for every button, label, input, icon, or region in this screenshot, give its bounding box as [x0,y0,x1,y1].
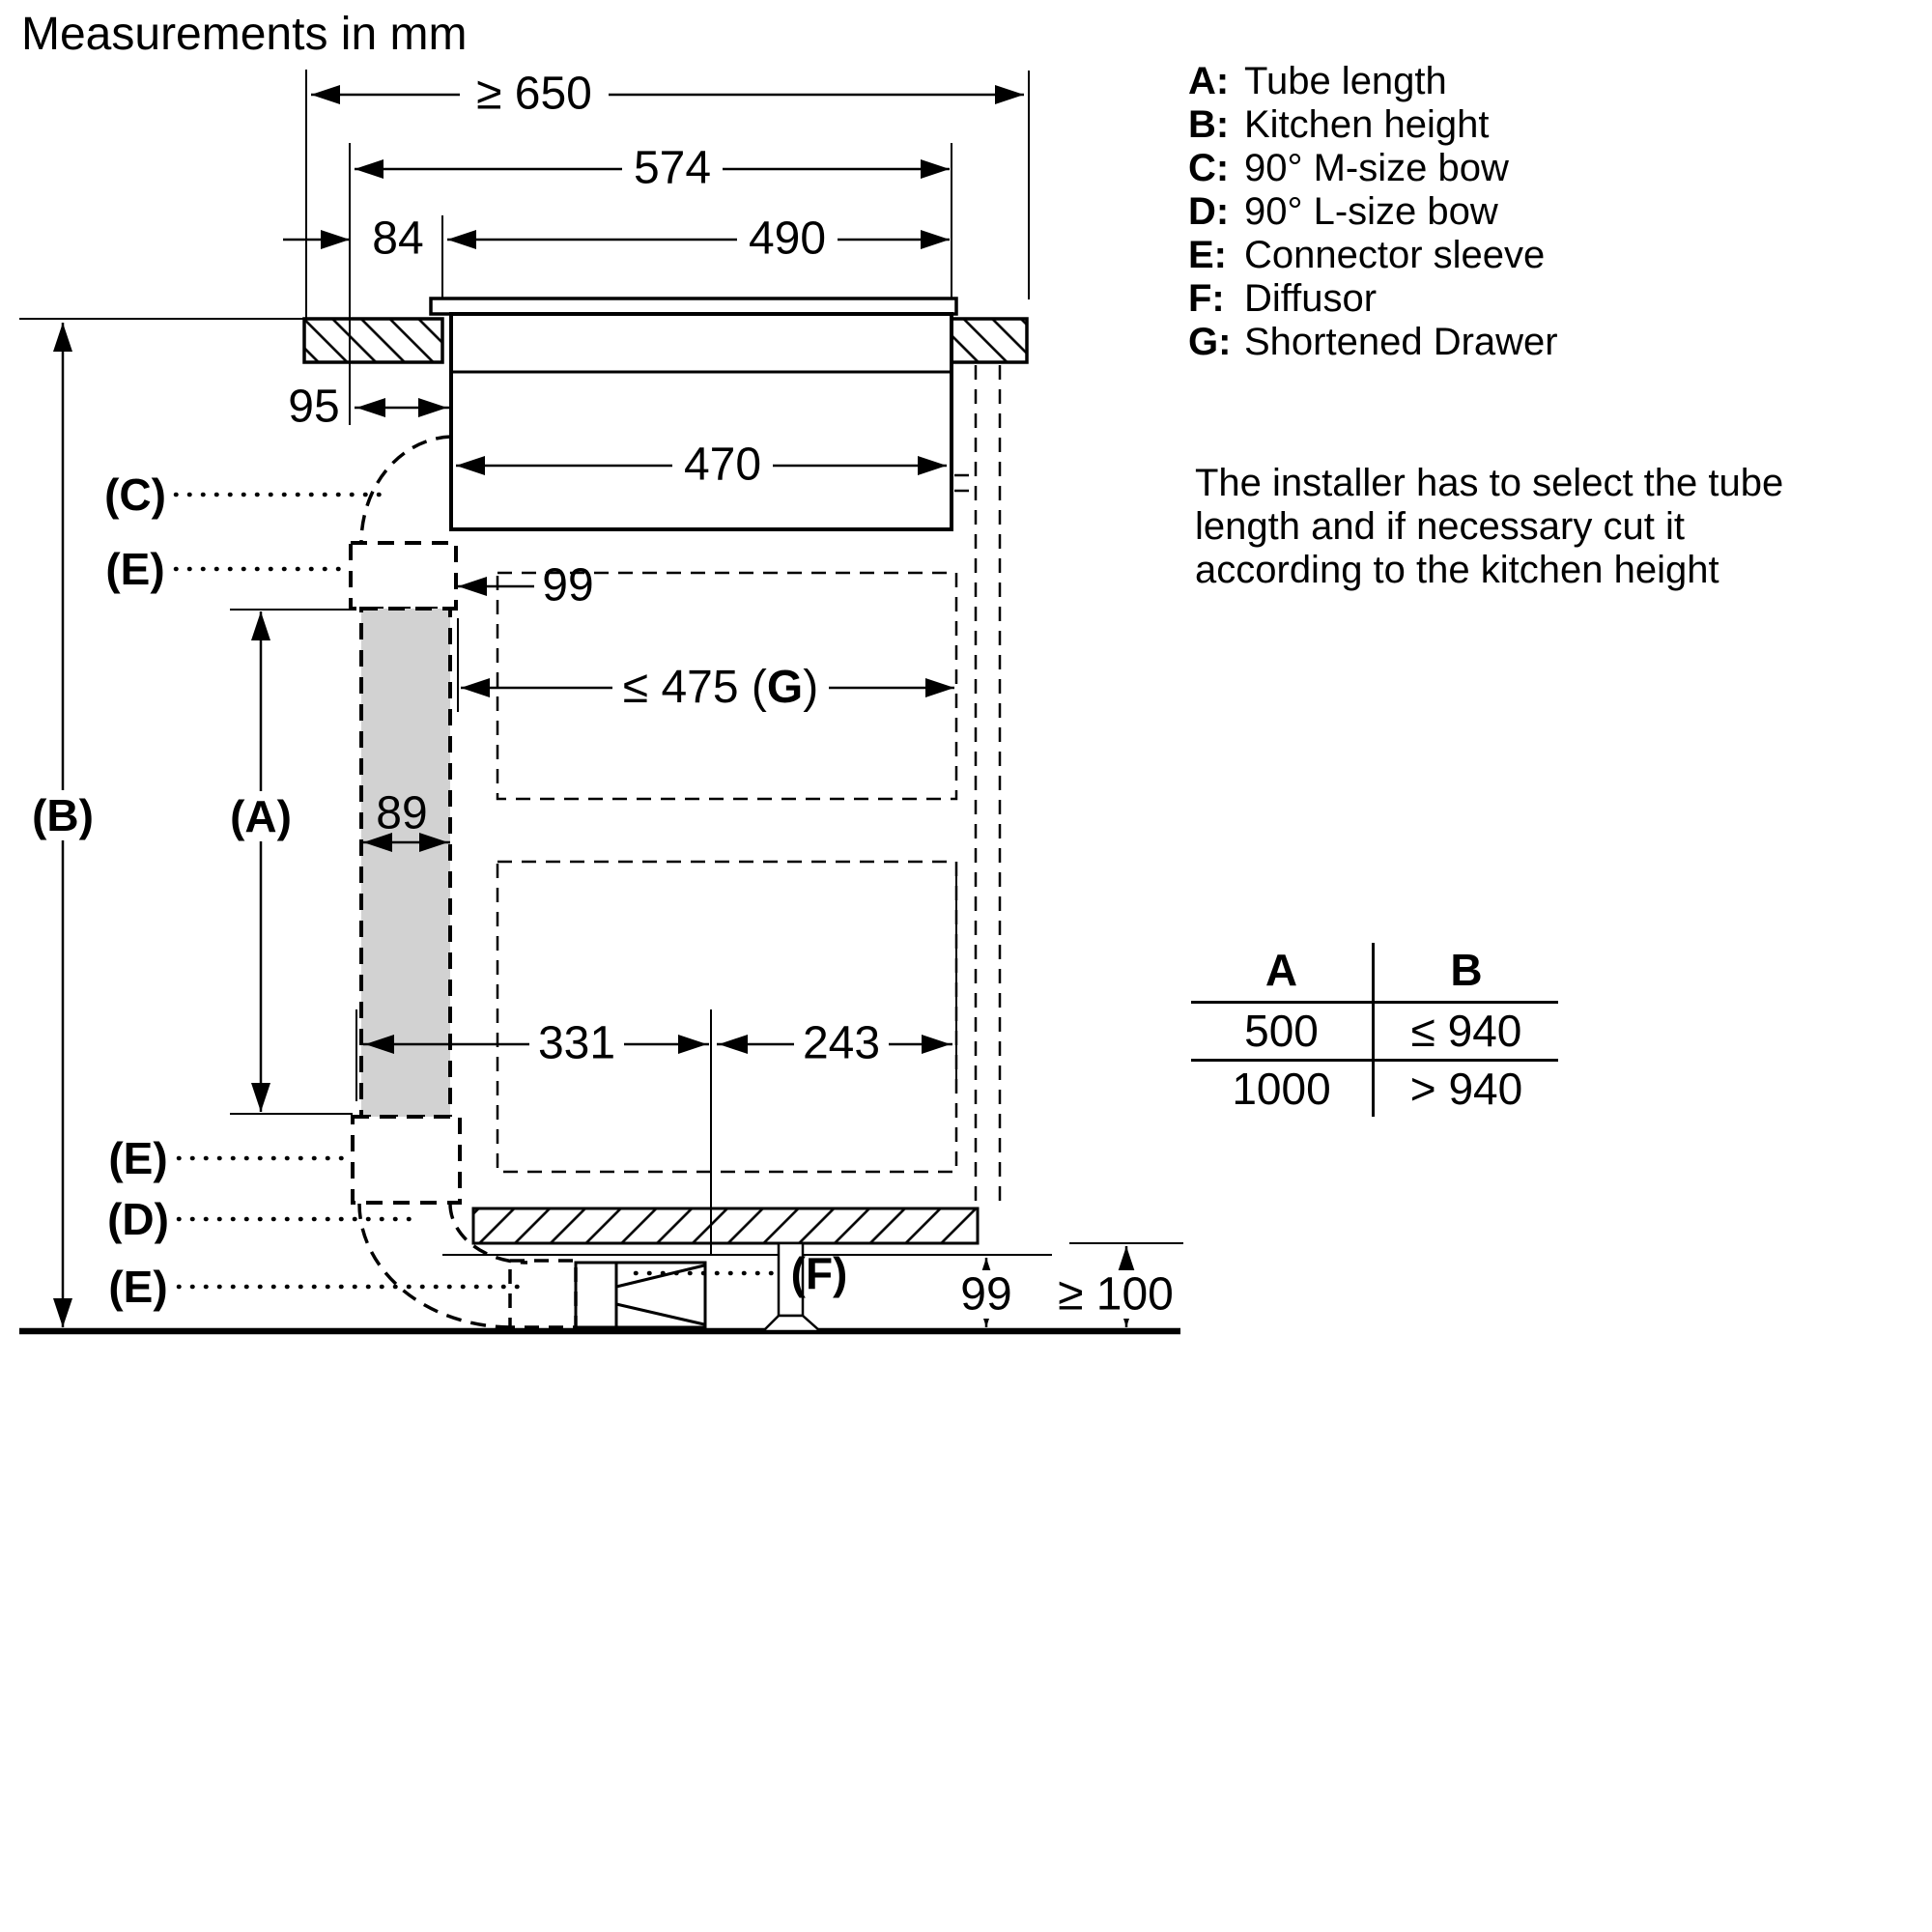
dim-cutout-width-label: 490 [748,213,827,265]
cabinet-bottom-panel [473,1208,978,1243]
callout-e-middle [108,1133,350,1183]
dim-drawer-max-pre: ≤ 475 ( [622,661,767,713]
dim-back-offset-label: 84 [372,213,424,265]
structure [19,298,1180,1331]
legend-key-c: C: [1188,147,1230,189]
dim-front-offset-label: 95 [288,381,340,433]
legend-label-a: Tube length [1244,60,1447,102]
plinth-foot [763,1316,820,1331]
dim-floor-clearance [1053,1246,1179,1327]
arrow-down-icon [53,1298,72,1327]
hob-body [451,314,952,529]
callout-f-label: (F) [790,1248,848,1298]
legend [1188,60,1558,364]
legend-key-b: B: [1188,103,1230,146]
legend-item-e [1188,234,1558,277]
arrow-right-icon [418,398,447,417]
dim-glass-width [355,143,950,194]
arrow-right-icon [921,159,950,179]
table-cell-a1: 500 [1244,1006,1319,1056]
legend-label-b: Kitchen height [1244,103,1490,146]
table-row [1191,1004,1558,1062]
callout-e-top [105,544,348,594]
callout-c [104,469,384,520]
page-title: Measurements in mm [21,9,468,60]
table-header-row [1191,943,1558,1004]
legend-key-e: E: [1188,234,1227,276]
dim-sleeve-depth [458,560,594,611]
dim-tube-width-label: 89 [376,787,428,839]
legend-label-e: Connector sleeve [1244,234,1546,276]
table-header-a: A [1264,945,1298,995]
hob-glass-top [431,298,956,314]
arrow-left-icon [447,230,476,249]
dim-back-offset [283,213,424,265]
callout-e-middle-label: (E) [108,1133,168,1183]
arrow-right-icon [321,230,350,249]
note-line-3: according to the kitchen height [1195,549,1719,591]
arrow-up-icon [53,323,72,352]
dim-plinth-gap [957,1258,1015,1327]
arrow-down-icon [251,1083,270,1112]
arrow-left-icon [461,678,490,697]
arrow-left-icon [355,159,384,179]
legend-item-f [1188,277,1558,321]
dim-drawer-max-label [623,662,818,713]
legend-key-g: G: [1188,321,1232,363]
legend-label-c: 90° M-size bow [1244,147,1509,189]
table-cell-b2: > 940 [1372,1062,1558,1117]
dim-drawer-max [461,662,954,713]
drawer-outline-lower [497,862,956,1172]
table-cell-b1: ≤ 940 [1372,1004,1558,1059]
worktop-hatch-left [304,319,442,362]
arrow-left-icon [311,85,340,104]
legend-label-f: Diffusor [1244,277,1378,320]
dim-tube-length [223,611,298,1112]
dim-front-offset [288,382,449,433]
tube-length-table [1191,943,1558,1117]
arrow-up-icon [251,611,270,640]
callout-e-bottom-label: (E) [108,1262,168,1312]
legend-item-a [1188,60,1558,103]
dim-duct-rear-label: 331 [537,1017,616,1069]
callout-d-label: (D) [107,1194,169,1244]
callout-e-top-label: (E) [105,544,165,594]
table-header-b: B [1372,943,1558,1001]
callouts [104,469,847,1312]
dim-plinth-gap-label: 99 [960,1268,1012,1321]
arrow-left-icon [719,1035,748,1054]
legend-item-g [1188,321,1558,364]
legend-label-g: Shortened Drawer [1244,321,1558,363]
arrow-right-icon [995,85,1024,104]
diffusor-box [576,1263,705,1327]
legend-key-f: F: [1188,277,1225,320]
arrow-left-icon [356,398,385,417]
connector-sleeve-middle [353,1117,460,1203]
dimensions [25,69,1179,1328]
flat-tube [361,609,450,1117]
diffusor [576,1263,705,1327]
dim-glass-width-label: 574 [633,142,712,194]
connector-sleeve-bottom [510,1261,576,1327]
legend-label-d: 90° L-size bow [1244,190,1498,233]
dim-worktop-depth-label: ≥ 650 [476,68,592,120]
dim-sleeve-depth-label: 99 [542,559,594,611]
connector-sleeve-top [351,543,456,609]
worktop-hatch-right [952,319,1027,362]
callout-e-bottom [108,1262,522,1312]
legend-item-d [1188,190,1558,234]
dim-body-width-label: 470 [683,439,762,491]
arrow-left-icon [458,577,487,596]
installer-note [1195,462,1852,592]
note-line-1: The installer has to select the tube [1195,462,1784,504]
dim-duct-front-label: 243 [802,1017,881,1069]
arrow-right-icon [921,230,950,249]
callout-a-label: (A) [230,791,292,841]
callout-c-label: (C) [104,469,166,520]
bow-m-size-arc [361,437,451,543]
dim-worktop-depth [311,69,1024,120]
legend-item-b [1188,103,1558,147]
table-cell-a2: 1000 [1232,1064,1331,1114]
dim-cutout-width [447,213,950,265]
arrow-right-icon [922,1035,951,1054]
legend-key-a: A: [1188,60,1230,102]
callout-b-label: (B) [32,790,94,840]
arrow-right-icon [925,678,954,697]
legend-item-c [1188,147,1558,190]
dim-floor-clearance-label: ≥ 100 [1058,1268,1174,1321]
dim-kitchen-height [25,323,100,1327]
legend-key-d: D: [1188,190,1230,233]
note-line-2: length and if necessary cut it [1195,505,1685,548]
dim-drawer-max-key: G [766,661,804,713]
dim-duct-front [717,1018,952,1069]
table-row [1191,1062,1558,1117]
arrow-right-icon [678,1035,707,1054]
dim-drawer-max-post: ) [803,661,819,713]
